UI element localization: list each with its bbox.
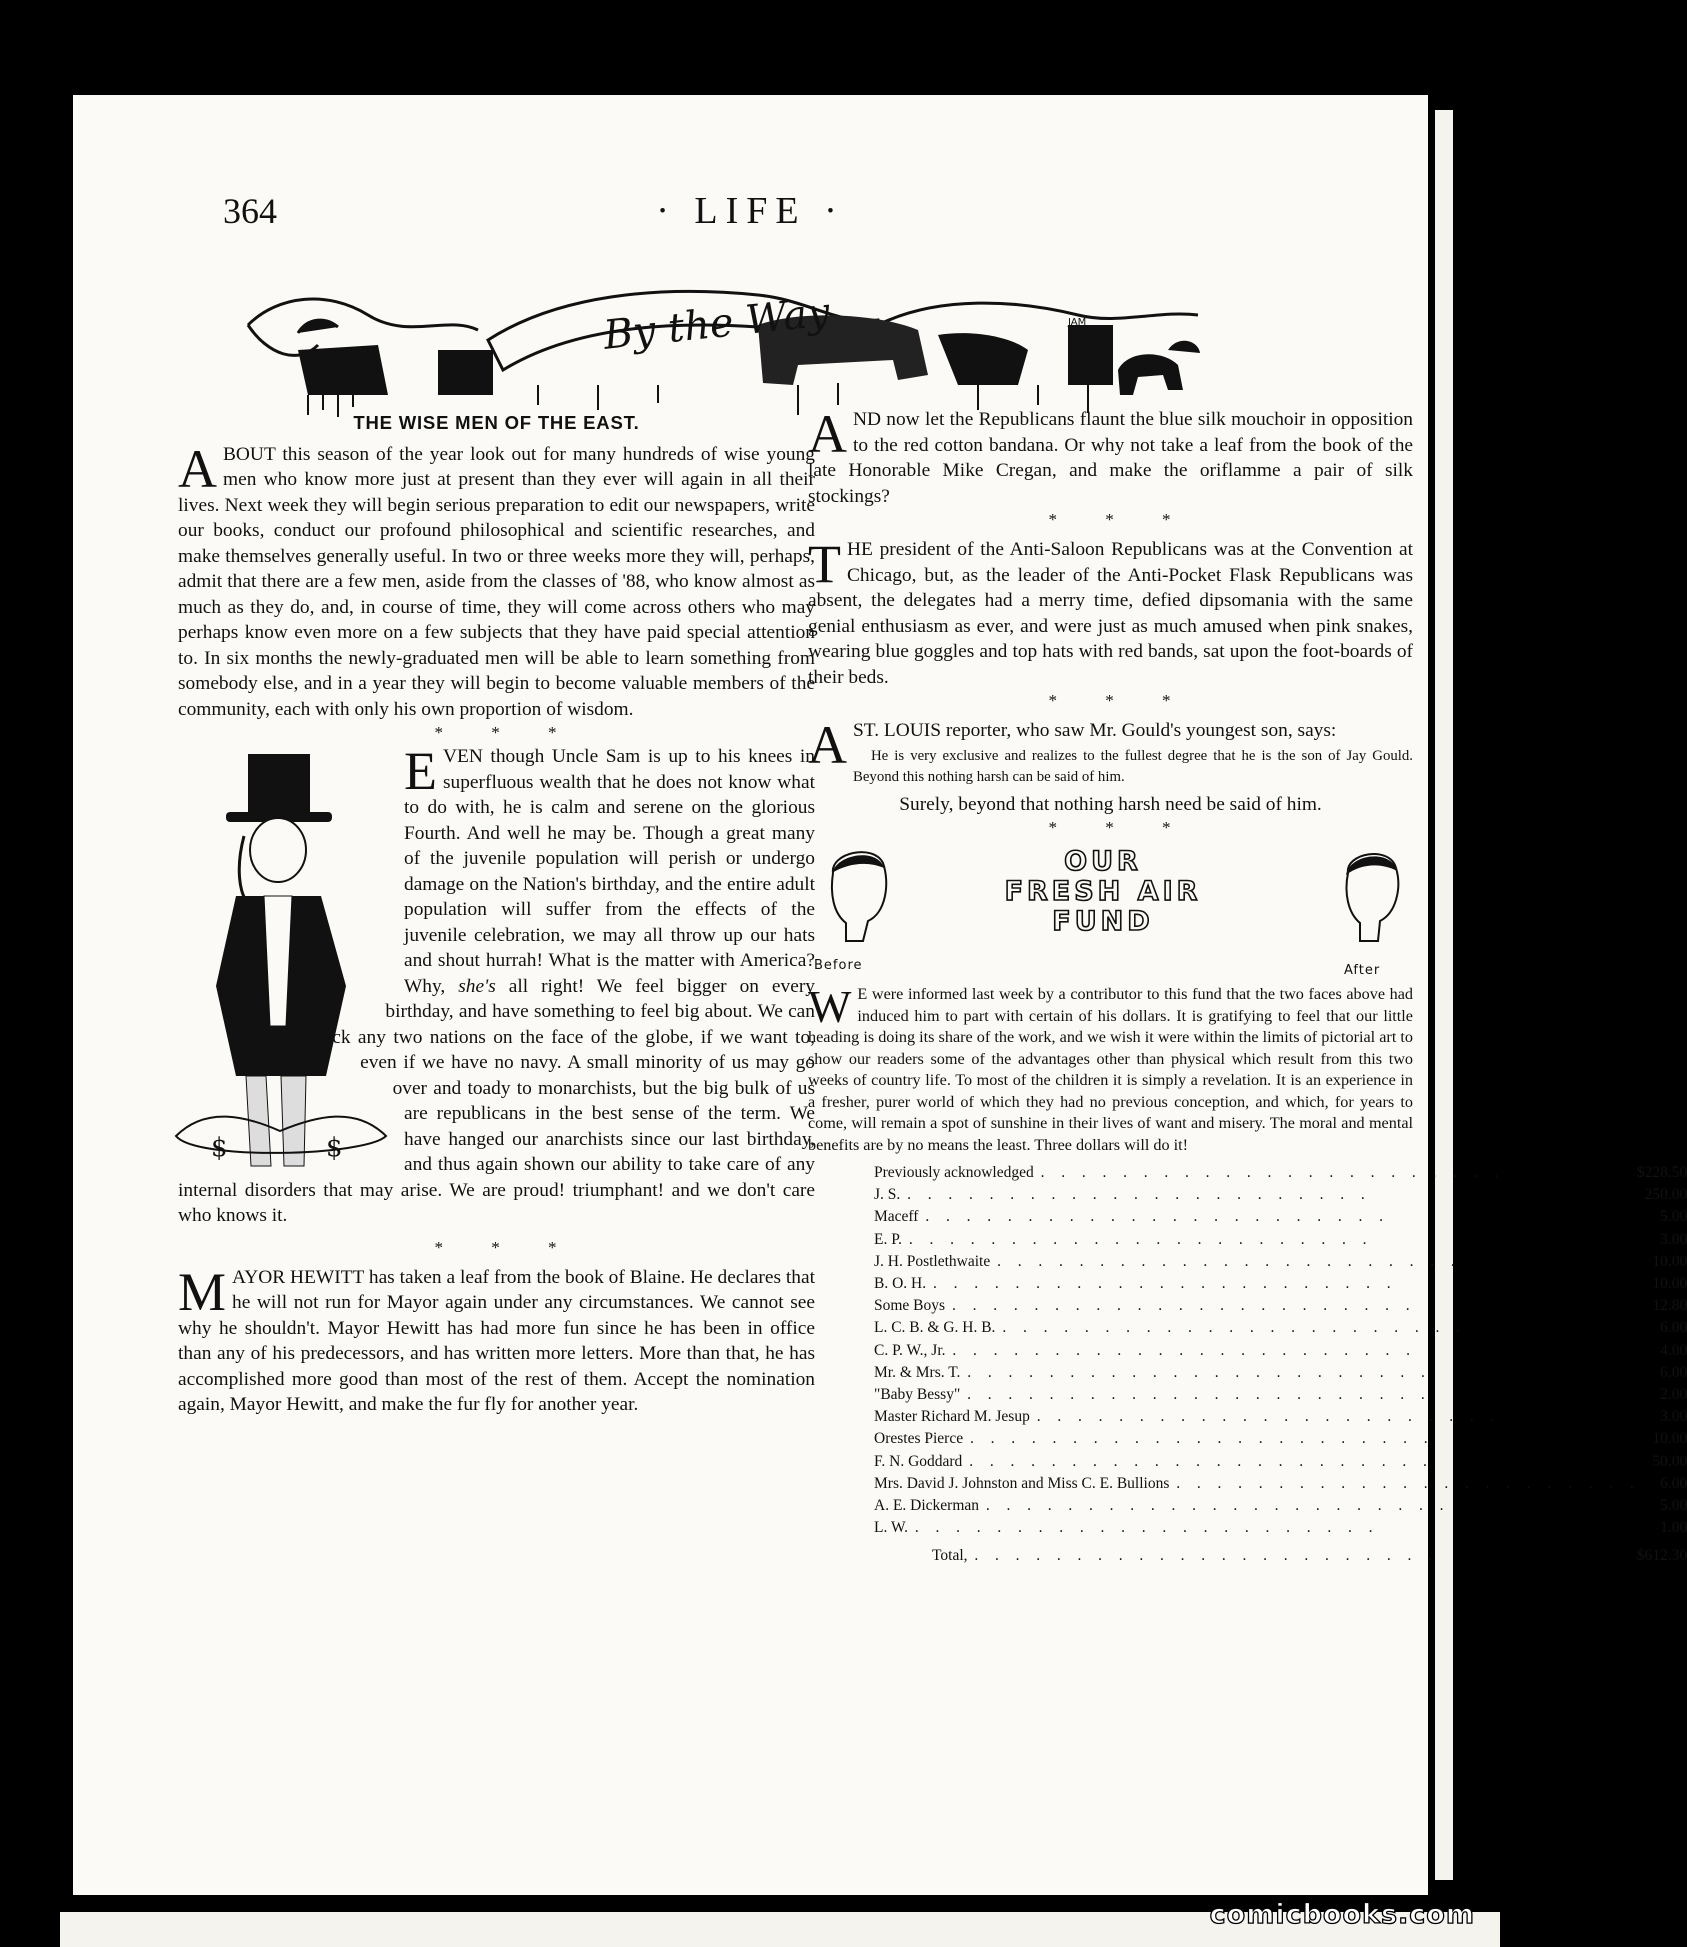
donor-name: E. P. . .	[874, 1229, 1637, 1251]
donation-row	[874, 1295, 1687, 1317]
donation-row	[874, 1384, 1687, 1406]
donation-amount: 3.00	[1660, 1230, 1687, 1248]
donor-name: J. S. . .	[874, 1184, 1637, 1206]
total-amount: $612.30	[1636, 1547, 1687, 1565]
donation-amount: 6.00	[1660, 1474, 1687, 1492]
wise-men-drop-cap: A	[178, 438, 217, 499]
donor-name: L. C. B. & G. H. B. . .	[874, 1317, 1637, 1339]
fresh-air-text: E were informed last week by a contributor to this fund that the two faces above had induced him to part with certain of his dollars. It is gratifying to feel that our little heading is doing its share of the work, and we wish it were within the limits of pictorial art to show our readers some of the advantages other than physical which result from this two weeks of country life. To most of the children it is simply a revelation. It is an experience in a fresher, purer world of which they had no previous conception, and which, for years to come, will remain a spot of sunshine in their lives of want and misery. The moral and mental benefits are by no means the least. Three dollars will do it!	[808, 985, 1413, 1154]
before-face-illustration	[818, 843, 898, 943]
hewitt-drop-cap: M	[178, 1261, 227, 1322]
donations-table	[874, 1162, 1687, 1568]
donor-name: Master Richard M. Jesup . .	[874, 1406, 1637, 1428]
total-label: Total, . .	[874, 1539, 1637, 1567]
donor-name: L. W. . .	[874, 1517, 1637, 1539]
donor-name: F. N. Goddard . .	[874, 1451, 1637, 1473]
donor-name: Mrs. David J. Johnston and Miss C. E. Bullions . .	[874, 1473, 1637, 1495]
donation-amount: 10.00	[1652, 1430, 1687, 1448]
donor-name: "Baby Bessy" . .	[874, 1384, 1637, 1406]
left-column	[178, 410, 815, 1418]
republicans-article	[808, 404, 1413, 509]
gould-drop-cap: A	[808, 715, 847, 775]
donation-amount: 250.00	[1644, 1186, 1687, 1204]
gould-quote: He is very exclusive and realizes to the fullest degree that he is the son of Jay Gould. Beyond this nothing harsh can be said of him.	[853, 747, 1413, 785]
emphasis-text: she's	[458, 975, 496, 997]
donor-name: Mr. & Mrs. T. . .	[874, 1362, 1637, 1384]
magazine-title: · LIFE ·	[656, 190, 845, 232]
right-column	[808, 404, 1687, 1568]
uncle-sam-text-1: VEN though Uncle Sam is up to his knees in superfluous wealth that he does not know what to do with, he is calm and serene on the glorious Fourth. And well he may be. Though a great many of the juvenile population will perish or undergo damage on the Nation's birthday, and the entire adult population will suffer from the effects of the juvenile celebration, we may all throw up our hats and shout hurrah! What is the matter with America? Why,	[404, 746, 815, 997]
donation-row	[874, 1273, 1687, 1295]
gould-text: ST. LOUIS reporter, who saw Mr. Gould's youngest son, says:	[853, 720, 1337, 741]
section-divider: * * *	[434, 723, 579, 742]
fresh-air-drop-cap: W	[808, 981, 852, 1032]
donation-amount: 2.00	[1660, 1386, 1687, 1404]
section-divider: * * *	[1048, 510, 1193, 529]
president-article	[808, 534, 1413, 690]
section-divider: * * *	[1048, 691, 1193, 710]
hewitt-text: AYOR HEWITT has taken a leaf from the book of Blaine. He declares that he will not run for Mayor again under any circumstances. We cannot see why he shouldn't. Mayor Hewitt has had more fun since he has been in office than any of his predecessors, and has written more letters. More than that, he has accomplished more good than most of the rest of them. Accept the nomination again, Mayor Hewitt, and make the fur fly for another year.	[178, 1266, 815, 1415]
donation-row	[874, 1340, 1687, 1362]
section-divider: * * *	[434, 1237, 579, 1257]
fresh-air-article	[808, 981, 1413, 1156]
svg-text:$: $	[326, 1133, 343, 1163]
donation-amount: 10.00	[1652, 1252, 1687, 1270]
donation-amount: 5.00	[1660, 1208, 1687, 1226]
banner-ribbon-right	[878, 303, 1198, 325]
wise-men-article	[178, 438, 815, 723]
donation-row	[874, 1473, 1687, 1495]
fresh-air-title: OUR FRESH AIR FUND	[1004, 846, 1202, 937]
donation-row	[874, 1362, 1687, 1384]
president-text: HE president of the Anti-Saloon Republicans was at the Convention at Chicago, but, as the leader of the Anti-Pocket Flask Republicans was absent, the delegates had a merry time, defied dipsomania with the same genial enthusiasm as ever, and were just as much amused when pink snakes, wearing blue goggles and top hats with red bands, sat upon the foot-boards of their beds.	[808, 539, 1413, 688]
donor-name: Orestes Pierce . .	[874, 1428, 1637, 1450]
donor-name: A. E. Dickerman . .	[874, 1495, 1637, 1517]
donor-name: Some Boys . .	[874, 1295, 1637, 1317]
donation-amount: 50.00	[1652, 1452, 1687, 1470]
banner-title: By the Way	[601, 289, 832, 359]
donation-row	[874, 1184, 1687, 1206]
donation-amount: 6.00	[1660, 1319, 1687, 1337]
donation-amount: 12.80	[1652, 1297, 1687, 1315]
donation-row	[874, 1251, 1687, 1273]
donation-amount: 6.00	[1660, 1363, 1687, 1381]
page-number: 364	[223, 191, 277, 231]
uncle-sam-text-2: all right! We feel bigger on every birthday, and have something to feel big about. We can lick any two nations on the face of the globe, if we want to, even if we have no navy. A small minority of us may go over and toady to monarchists, but the big bulk of us are republicans in the best sense of the term. We have hanged our anarchists since our last birthday, and thus again shown our ability to take care of any internal disorders that may arise. We are proud! triumphant! and we don't care who knows it.	[178, 975, 815, 1226]
donations-total-row	[874, 1539, 1687, 1567]
donation-row	[874, 1317, 1687, 1339]
donation-row	[874, 1406, 1687, 1428]
republicans-drop-cap: A	[808, 404, 847, 464]
donation-amount: 4.00	[1660, 1341, 1687, 1359]
section-divider: * * *	[1048, 818, 1193, 837]
uncle-sam-illustration	[166, 746, 394, 1176]
hewitt-article	[178, 1261, 815, 1418]
fresh-air-fund-heading	[808, 843, 1413, 978]
next-page-edge	[1435, 110, 1453, 1880]
donor-name: B. O. H. . .	[874, 1273, 1637, 1295]
donation-amount: 5.00	[1660, 1497, 1687, 1515]
magazine-page	[73, 95, 1687, 1895]
donor-name: C. P. W., Jr. . .	[874, 1340, 1637, 1362]
artist-signature: JAM	[1068, 317, 1087, 328]
donation-row	[874, 1162, 1687, 1184]
top-hat-icon	[248, 754, 310, 816]
donation-row	[874, 1517, 1687, 1539]
donation-row	[874, 1428, 1687, 1450]
donor-name: J. H. Postlethwaite . .	[874, 1251, 1637, 1273]
donor-name: Maceff . .	[874, 1206, 1637, 1228]
after-face-illustration	[1330, 843, 1410, 943]
donation-amount: 10.00	[1652, 1275, 1687, 1293]
uncle-sam-article	[178, 741, 815, 1229]
donor-name: Previously acknowledged . .	[874, 1162, 1637, 1184]
watermark: comicbooks.com	[1209, 1899, 1475, 1930]
republicans-text: ND now let the Republicans flaunt the blue silk mouchoir in opposition to the red cotton bandana. Or why not take a leaf from the book of the late Honorable Mike Cregan, and make the oriflamme a pair of silk stockings?	[808, 409, 1413, 507]
donation-row	[874, 1206, 1687, 1228]
donation-amount: 3.00	[1660, 1408, 1687, 1426]
after-label: After	[1344, 963, 1381, 978]
uncle-sam-drop-cap: E	[404, 741, 437, 801]
donation-amount: $228.50	[1636, 1164, 1687, 1181]
gould-remark: Surely, beyond that nothing harsh need be said of him.	[899, 793, 1322, 815]
svg-text:$: $	[211, 1133, 228, 1163]
wise-men-text: BOUT this season of the year look out for many hundreds of wise young men who know more just at present than they ever will again in all their lives. Next week they will begin serious preparation to edit our newspapers, write our books, conduct our profound philosophical and scientific researches, and make themselves generally useful. In two or three weeks more they will, perhaps, admit that there are a few men, aside from the classes of '88, who know almost as much as they do, and, in course of time, they will come across others who may perhaps know even more on a few subjects that they have paid special attention to. In six months the newly-graduated men will be able to learn something from somebody else, and in a year they will begin to become valuable members of the community, each with only his own proportion of wisdom.	[178, 443, 815, 720]
donation-row	[874, 1451, 1687, 1473]
wise-men-heading: THE WISE MEN OF THE EAST.	[353, 412, 640, 433]
president-drop-cap: T	[808, 534, 841, 594]
donation-row	[874, 1229, 1687, 1251]
by-the-way-banner	[238, 255, 1248, 420]
donation-amount: 1.00	[1660, 1519, 1687, 1537]
before-label: Before	[814, 958, 863, 973]
donation-row	[874, 1495, 1687, 1517]
